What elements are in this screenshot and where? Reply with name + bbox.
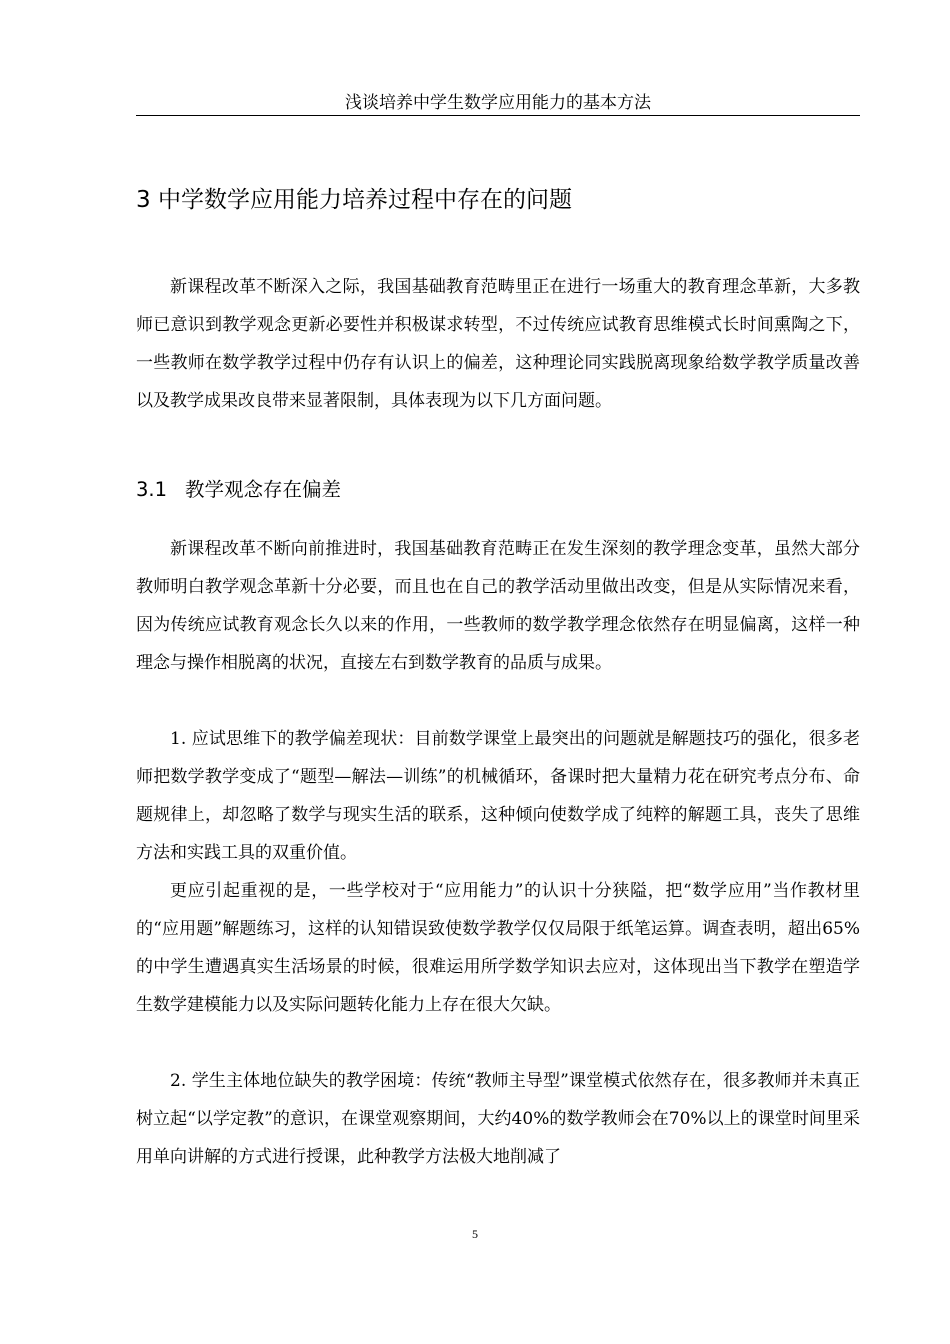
body-paragraph-4: 2. 学生主体地位缺失的教学困境：传统“教师主导型”课堂模式依然存在，很多教师并未真正树立起“以学定教”的意识，在课堂观察期间，大约40%的数学教师会在70%以上的课堂时间里采用单向讲解的方式进行授课，此种教学方法极大地削减了 xyxy=(136,1071,860,1167)
subsection-number: 3.1 xyxy=(136,478,168,501)
running-header: 浅谈培养中学生数学应用能力的基本方法 xyxy=(345,93,651,113)
page-number: 5 xyxy=(472,1227,478,1241)
body-paragraph-1: 新课程改革不断向前推进时，我国基础教育范畴正在发生深刻的教学理念变革，虽然大部分教师明白教学观念革新十分必要，而且也在自己的教学活动里做出改变，但是从实际情况来看，因为传统应试教育观念长久以来的作用，一些教师的数学教学理念依然存在明显偏离，这样一种理念与操作相脱离的状况，直接左右到数学教育的品质与成果。 xyxy=(136,539,860,673)
subsection-title: 教学观念存在偏差 xyxy=(185,478,342,501)
body-paragraph-3: 更应引起重视的是，一些学校对于“应用能力”的认识十分狭隘，把“数学应用”当作教材里的“应用题”解题练习，这样的认知错误致使数学教学仅仅局限于纸笔运算。调查表明，超出65%的中学生遭遇真实生活场景的时候，很难运用所学数学知识去应对，这体现出当下教学在塑造学生数学建模能力以及实际问题转化能力上存在很大欠缺。 xyxy=(136,881,860,1015)
section-intro-paragraph: 新课程改革不断深入之际，我国基础教育范畴里正在进行一场重大的教育理念革新，大多教师已意识到教学观念更新必要性并积极谋求转型，不过传统应试教育思维模式长时间熏陶之下，一些教师在数学教学过程中仍存有认识上的偏差，这种理论同实践脱离现象给数学教学质量改善以及教学成果改良带来显著限制，具体表现为以下几方面问题。 xyxy=(136,277,860,411)
header-rule xyxy=(136,115,860,116)
body-paragraph-2: 1. 应试思维下的教学偏差现状：目前数学课堂上最突出的问题就是解题技巧的强化，很多老师把数学教学变成了“题型—解法—训练”的机械循环，备课时把大量精力花在研究考点分布、命题规律上，却忽略了数学与现实生活的联系，这种倾向使数学成了纯粹的解题工具，丧失了思维方法和实践工具的双重价值。 xyxy=(136,729,860,863)
subsection-heading xyxy=(136,475,341,505)
section-heading: 3 中学数学应用能力培养过程中存在的问题 xyxy=(136,187,572,213)
